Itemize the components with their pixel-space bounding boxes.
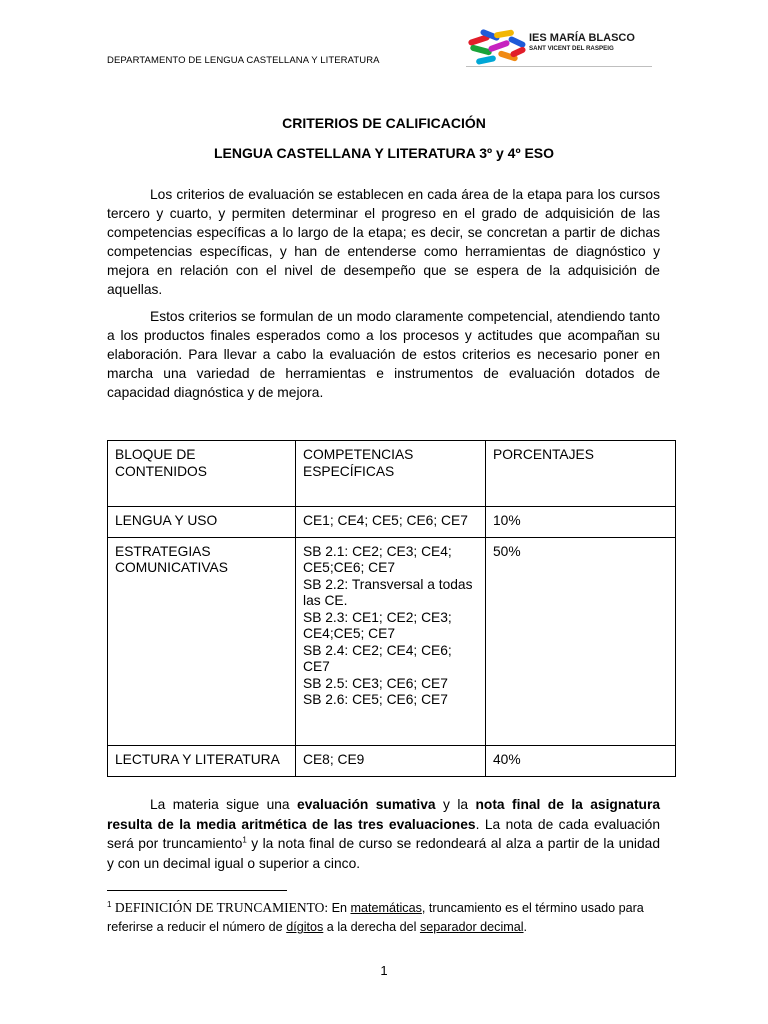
document-subtitle: LENGUA CASTELLANA Y LITERATURA 3º y 4º ESO (213, 145, 555, 161)
percent-cell: 50% (486, 537, 676, 745)
link-separador-decimal[interactable]: separador decimal (419, 920, 524, 934)
competencia-line: SB 2.3: CE1; CE2; CE3; CE4;CE5; CE7 (303, 609, 452, 642)
grading-table (107, 440, 676, 777)
percent-cell: 10% (486, 507, 676, 538)
evaluation-paragraph (107, 795, 660, 873)
competencias-cell: CE8; CE9 (296, 746, 486, 777)
document-title: CRITERIOS DE CALIFICACIÓN (282, 115, 486, 131)
text-run: a la derecha del (323, 920, 420, 934)
header-cell-competencias: COMPETENCIAS ESPECÍFICAS (296, 441, 486, 507)
logo-mark (468, 29, 527, 65)
department-header: DEPARTAMENTO DE LENGUA CASTELLANA Y LITERATURA (107, 55, 380, 66)
table-row (108, 507, 676, 538)
school-logo (466, 29, 652, 69)
text-run: y la nota final de curso se redondeará al alza a partir de la unidad y con un decimal igual o superior a cinco. (107, 836, 661, 871)
block-cell: ESTRATEGIAS COMUNICATIVAS (108, 537, 296, 745)
table-row (108, 746, 676, 777)
text-run: En (328, 901, 351, 915)
block-cell: LENGUA Y USO (108, 507, 296, 538)
link-digitos[interactable]: dígitos (286, 920, 324, 934)
text-run: , truncamiento es el término usado para referirse a reducir el número de (107, 901, 644, 934)
header-cell-bloque: BLOQUE DE CONTENIDOS (108, 441, 296, 507)
logo-text-sub: SANT VICENT DEL RASPEIG (529, 45, 614, 52)
text-run: y la (435, 797, 476, 812)
bold-text: nota final de la asignatura resulta de la media aritmética de las tres evaluaciones (107, 797, 661, 832)
footnote-separator (107, 890, 287, 891)
intro-paragraph: Los criterios de evaluación se establecen en cada área de la etapa para los cursos tercero y cuarto, y permiten determinar el progreso en el grado de adquisición de las competencias específicas a lo largo de la etapa; es decir, se concretan a partir de dichas competencias específicas, y han de entenderse como herramientas de diagnóstico y mejora en relación con el nivel de desempeño que se espera de la adquisición de aquellas. (107, 187, 660, 297)
header-rule (466, 66, 652, 67)
criteria-paragraph: Estos criterios se formulan de un modo claramente competencial, atendiendo tanto a los productos finales esperados como a los procesos y actitudes que acompañan su elaboración. Para llevar a cabo la evaluación de estos criterios es necesario poner en marcha una variedad de herramientas e instrumentos de evaluación dotados de capacidad diagnóstica y de mejora. (107, 309, 660, 400)
bold-text: evaluación sumativa (297, 797, 436, 812)
table-row (108, 537, 676, 745)
block-cell: LECTURA Y LITERATURA (108, 746, 296, 777)
competencia-line: SB 2.5: CE3; CE6; CE7 (303, 675, 448, 691)
logo-text-main: IES MARÍA BLASCO (529, 32, 635, 44)
competencia-line: SB 2.6: CE5; CE6; CE7 (303, 692, 448, 708)
competencia-line: SB 2.4: CE2; CE4; CE6; CE7 (303, 642, 452, 675)
competencias-cell (296, 537, 486, 745)
footnote-reference[interactable]: 1 (242, 835, 247, 845)
text-run: La materia sigue una (150, 797, 298, 812)
text-run: . (523, 920, 528, 934)
percent-cell: 40% (486, 746, 676, 777)
text-run: . La nota de cada evaluación será por truncamiento (107, 816, 660, 851)
header-cell-porcentajes: PORCENTAJES (486, 441, 676, 507)
competencias-cell: CE1; CE4; CE5; CE6; CE7 (296, 507, 486, 538)
competencia-line: SB 2.2: Transversal a todas las CE. (303, 576, 473, 609)
link-matematicas[interactable]: matemáticas (350, 901, 422, 915)
competencia-line: SB 2.1: CE2; CE3; CE4; CE5;CE6; CE7 (303, 543, 452, 576)
footnote (107, 898, 662, 937)
page-number: 1 (380, 963, 388, 978)
footnote-term: DEFINICIÓN DE TRUNCAMIENTO: (111, 900, 329, 915)
table-header-row (108, 441, 676, 507)
footnote-mark: 1 (107, 899, 112, 909)
